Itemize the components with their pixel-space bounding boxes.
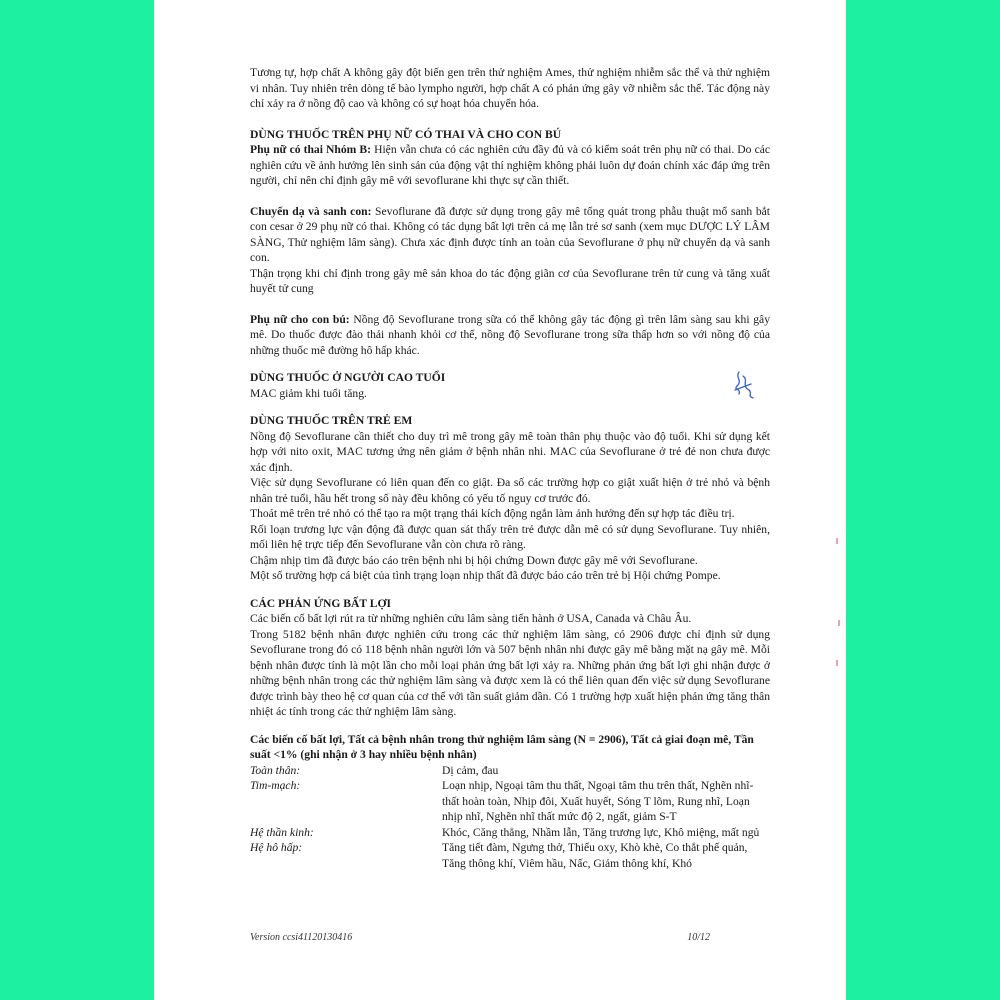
adverse-effects: Khóc, Căng thẳng, Nhầm lẫn, Tăng trương lực, Khô miệng, mất ngủ [442,825,760,839]
elderly-text: MAC giảm khi tuổi tăng. [250,386,367,400]
labor-text: Sevoflurane đã được sử dụng trong gây mê tổng quát trong phẫu thuật mổ sanh bắt con cesar ở 29 phụ nữ có thai. Không có tác dụng bất lợi trên cả mẹ lẫn trẻ sơ sanh (xem mục DƯỢC LÝ LÂM SÀNG, Thử nghiệm lâm sàng). Chưa xác định được tính an toàn của Sevoflurane ở phụ nữ chuyển dạ và sanh con. [250,204,770,264]
nursing-lead: Phụ nữ cho con bú: [250,312,350,326]
pediatric-line: Một số trường hợp cá biệt của tình trạng loạn nhịp thất đã được báo cáo trên trẻ bị Hội chứng Pompe. [250,569,721,582]
organ-system: Hệ hô hấp: [250,841,303,854]
pregnancy-heading: DÙNG THUỐC TRÊN PHỤ NỮ CÓ THAI VÀ CHO CON BÚ [250,127,562,141]
adverse-table-row [250,778,770,825]
pediatric-line: Chậm nhịp tim đã được báo cáo trên bệnh nhi bị hội chứng Down được gây mê với Sevoflurane. [250,553,698,567]
adverse-table-row [250,763,770,779]
adverse-table-title: Các biến cố bất lợi, Tất cả bệnh nhân trong thử nghiệm lâm sàng (N = 2906), Tất cả giai đoạn mê, Tần suất <1% (ghi nhận ở 3 hay nhiều bệnh nhân) [250,732,754,761]
adverse-table-row [250,825,770,841]
nursing-paragraph [250,312,770,359]
adverse-intro: Các biến cố bất lợi rút ra từ những nghiên cứu lâm sàng tiến hành ở USA, Canada và Châu Âu. [250,612,692,625]
elderly-heading: DÙNG THUỐC Ở NGƯỜI CAO TUỔI [250,371,446,384]
page-footer [250,932,710,943]
pregnancy-class-text: Hiện vẫn chưa có các nghiên cứu đầy đủ và có kiểm soát trên phụ nữ có thai. Do các nghiên cứu về ảnh hưởng lên sinh sản của động vật thí nghiệm không phải luôn dự đoán chính xác đáp ứng trên người, chỉ nên chỉ định gây mê với sevoflurane khi thực sự cần thiết. [250,143,771,187]
labor-paragraph [250,204,770,266]
organ-system: Hệ thần kinh: [250,825,314,839]
pediatric-line: Thoát mê trên trẻ nhỏ có thể tạo ra một trạng thái kích động ngắn làm ảnh hưởng đến sự hợp tác điều trị. [250,507,735,520]
pregnancy-class-lead: Phụ nữ có thai Nhóm B: [250,143,371,156]
adverse-effects: Tăng tiết đàm, Ngưng thở, Thiếu oxy, Khò khè, Co thắt phế quản, Tăng thông khí, Viêm hầu, Nấc, Giảm thông khí, Khó [442,841,748,870]
adverse-table [250,763,770,872]
adverse-effects: Dị cảm, đau [442,763,499,777]
pediatric-heading: DÙNG THUỐC TRÊN TRẺ EM [250,414,413,427]
organ-system: Toàn thân: [250,763,301,777]
scan-speck [836,538,838,544]
page-number: 10/12 [687,932,710,943]
handwritten-signature [729,368,763,402]
adverse-paragraph: Trong 5182 bệnh nhân được nghiên cứu trong các thử nghiệm lâm sàng, có 2906 được chỉ định sử dụng Sevoflurane trong đó có 118 bệnh nhân người lớn và 507 bệnh nhân nhi được gây mê bằng mặt nạ gây mê. Mỗi bệnh nhân được tính là một lần cho mỗi loại phản ứng bất lợi xảy ra. Những phản ứng bất lợi ghi nhận được ở những bệnh nhân trong các thử nghiệm lâm sàng và được xem là có thể liên quan đến việc sử dụng Sevoflurane được trình bày theo hệ cơ quan của cơ thể với tần suất giảm dần. Có 1 trường hợp xuất hiện phản ứng tăng thân nhiệt ác tính trong các thử nghiệm lâm sàng. [250,627,770,718]
labor-lead: Chuyển dạ và sanh con: [250,204,372,218]
pediatric-line: Việc sử dụng Sevoflurane có liên quan đến co giật. Đa số các trường hợp co giật xuất hiện ở trẻ nhỏ và bệnh nhân trẻ tuổi, hầu hết trong số này đều không có yếu tố nguy cơ trước đó. [250,476,770,505]
organ-system: Tim-mạch: [250,779,301,792]
page-content [250,65,770,871]
labor-caution: Thận trọng khi chỉ định trong gây mê sản khoa do tác động giãn cơ của Sevoflurane trên tử cung và tăng xuất huyết tử cung [250,266,770,295]
genotoxicity-paragraph: Tương tự, hợp chất A không gây đột biến gen trên thử nghiệm Ames, thử nghiệm nhiễm sắc thể và thử nghiệm vi nhân. Tuy nhiên trên dòng tế bào lympho người, hợp chất A có phản ứng gây vỡ nhiễm sắc thể. Tác động này chỉ xảy ra ở nồng độ cao và không có sự hoạt hóa chuyển hóa. [250,66,770,110]
pregnancy-class-paragraph [250,142,770,189]
adverse-effects: Loạn nhịp, Ngoại tâm thu thất, Ngoại tâm thu trên thất, Nghẽn nhĩ-thất hoàn toàn, Nhịp đôi, Xuất huyết, Sóng T lõm, Rung nhĩ, Loạn nhịp nhĩ, Nghẽn nhĩ thất mức độ 2, ngất, giảm S-T [442,779,754,823]
adverse-heading: CÁC PHẢN ỨNG BẤT LỢI [250,596,392,610]
version-label: Version ccsi41120130416 [250,932,353,943]
pediatric-line: Nồng độ Sevoflurane cần thiết cho duy trì mê trong gây mê toàn thân phụ thuộc vào độ tuổi. Khi sử dụng kết hợp với nito oxit, MAC tương ứng nên giảm ở bệnh nhân nhi. MAC của Sevoflurane ở trẻ đẻ non chưa được xác định. [250,429,770,474]
scan-speck [838,620,840,626]
adverse-table-row [250,840,770,871]
document-page [154,0,846,1000]
scan-speck [836,660,838,666]
pediatric-line: Rối loạn trương lực vận động đã được quan sát thấy trên trẻ được dẫn mê có sử dụng Sevoflurane. Tuy nhiên, mối liên hệ trực tiếp đến Sevoflurane vẫn còn chưa rõ ràng. [250,522,770,551]
nursing-text: Nồng độ Sevoflurane trong sữa có thể không gây tác động gì trên lâm sàng sau khi gây mê. Do thuốc được đào thải nhanh khỏi cơ thể, nồng độ Sevoflurane trong sữa thấp hơn so với nồng độ của những thuốc mê đường hô hấp khác. [250,312,771,357]
